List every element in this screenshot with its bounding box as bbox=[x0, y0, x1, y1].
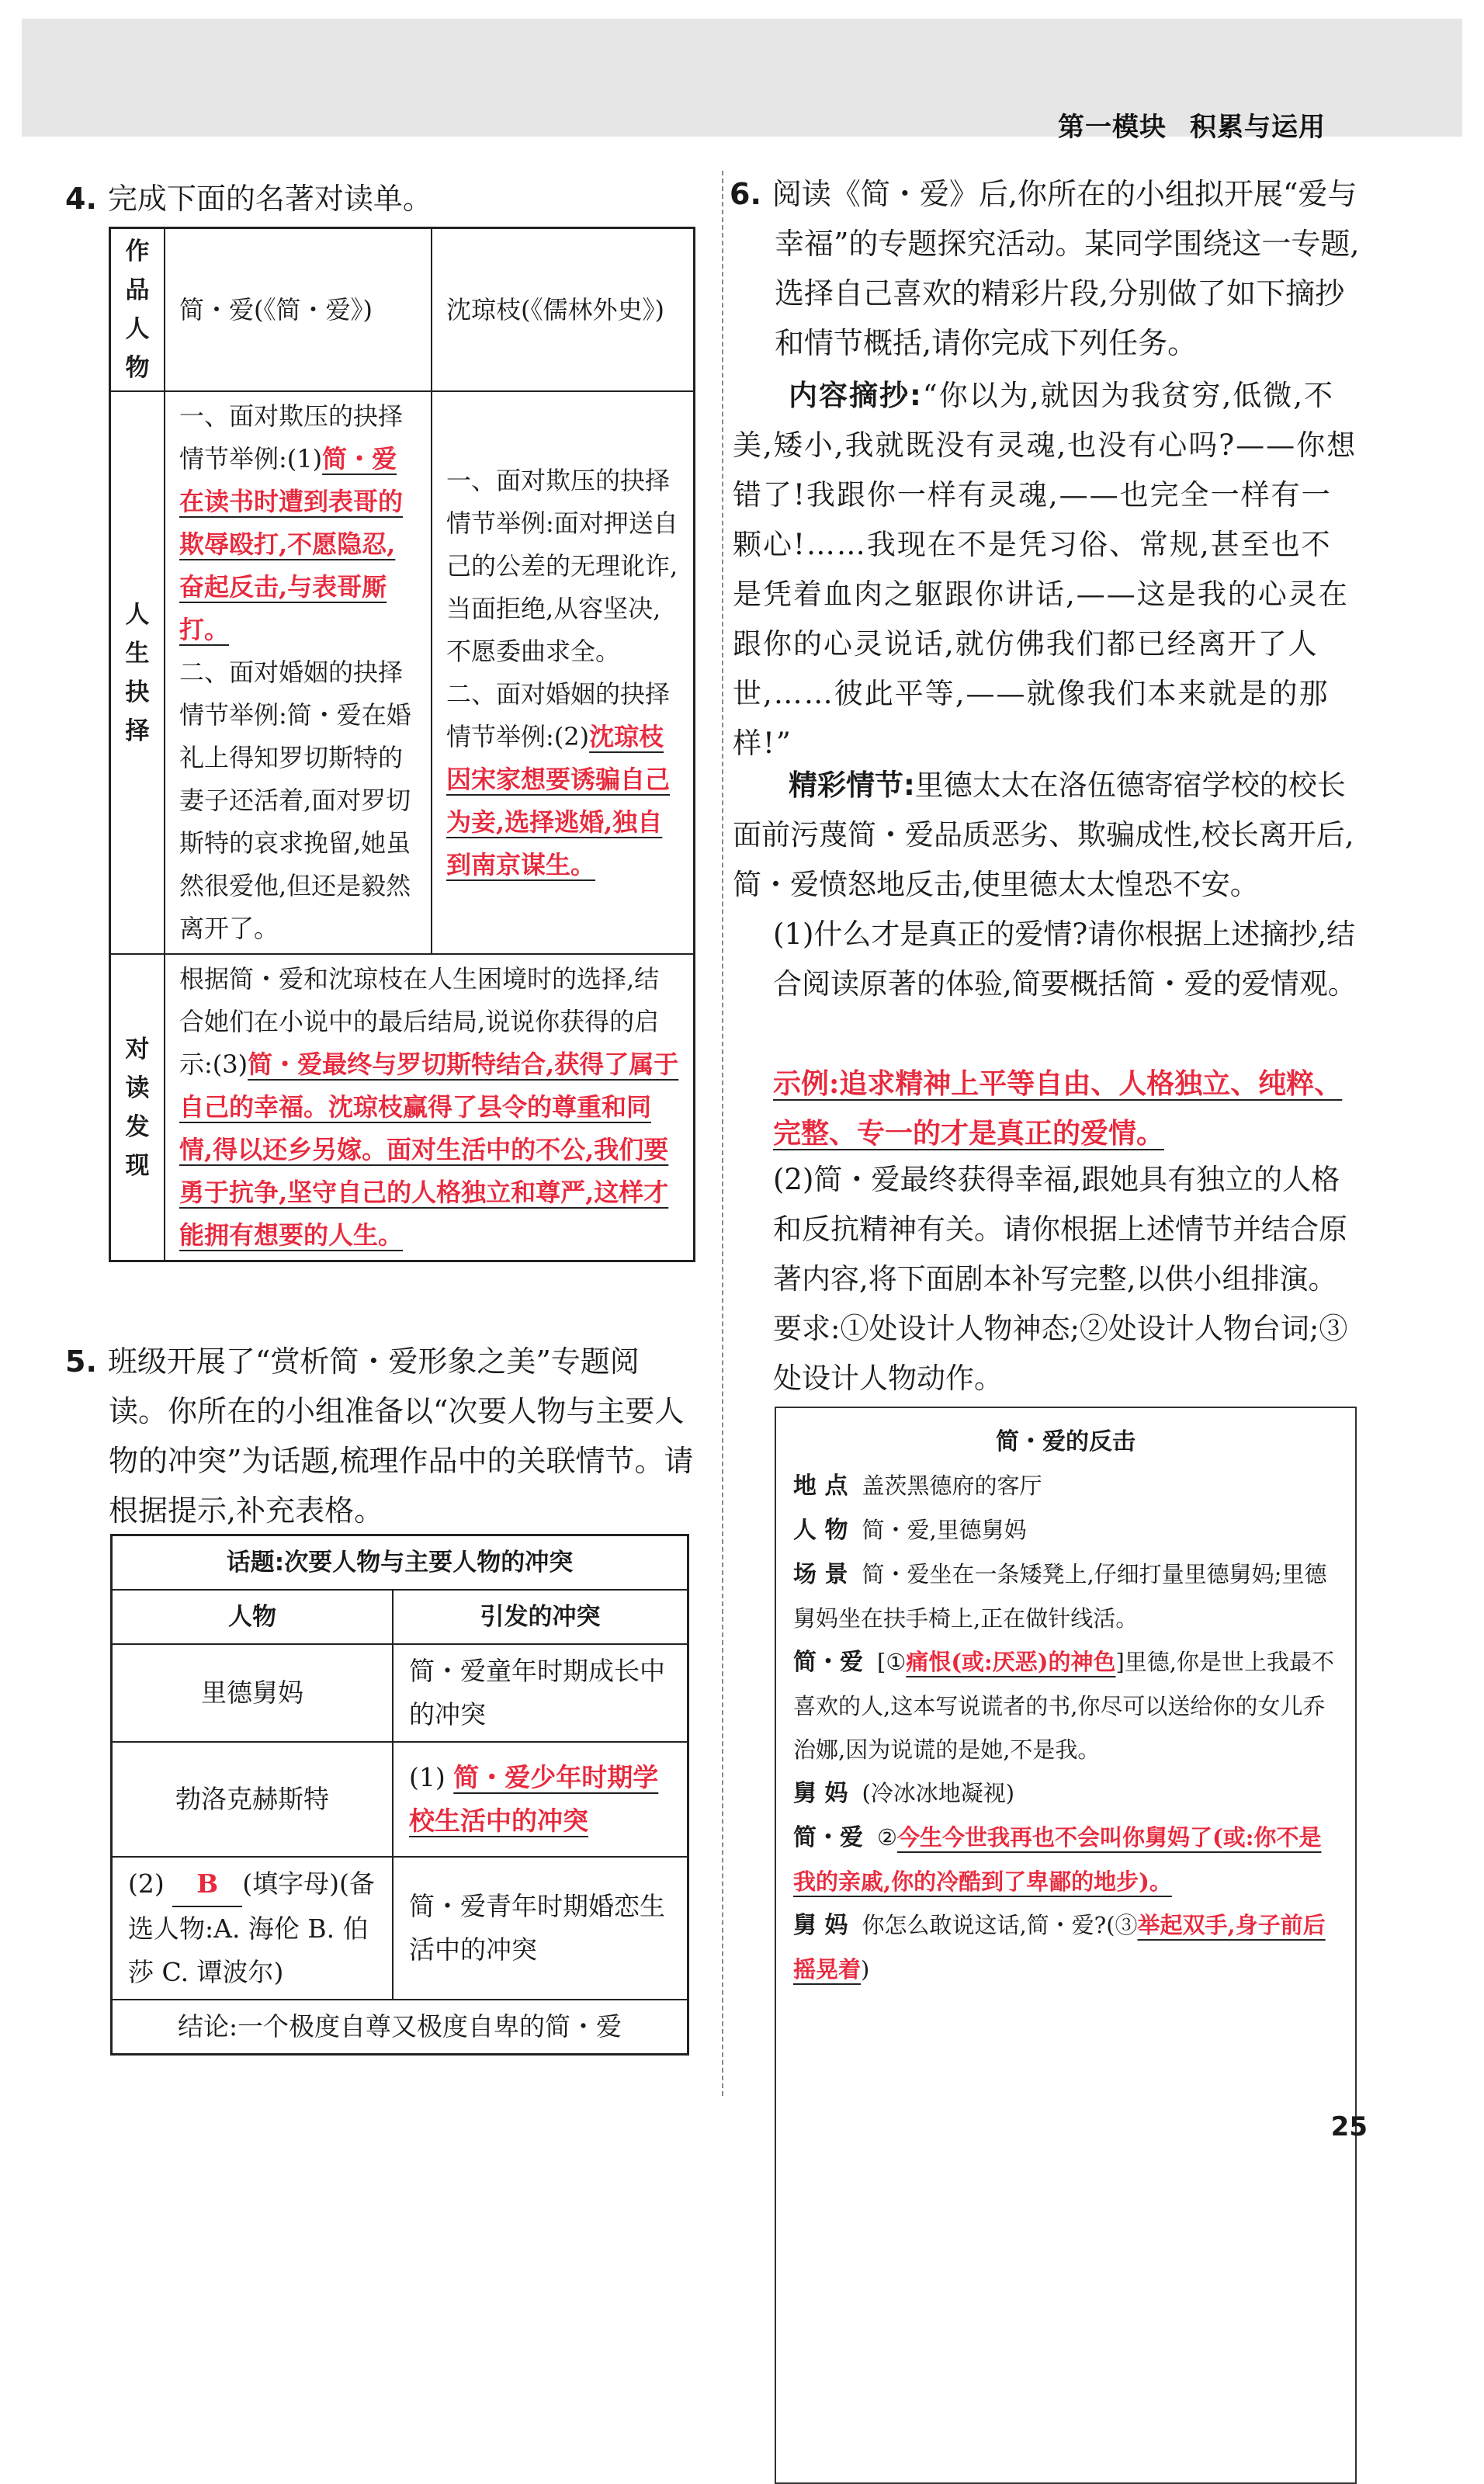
q4-text: 完成下面的名著对读单。 bbox=[107, 182, 432, 216]
q4-findings bbox=[165, 954, 695, 1261]
q6-sub1: (1)什么才是真正的爱情?请你根据上述摘抄,结合阅读原著的体验,简要概括简・爱的爱情观。 bbox=[773, 918, 1357, 1001]
script-scene bbox=[793, 1552, 1338, 1640]
script-place bbox=[793, 1464, 1338, 1508]
script-people bbox=[793, 1508, 1338, 1552]
q4-c2-ex1: 情节举例:面对押送自己的公差的无理讹诈,当面拒绝,从容坚决,不愿委曲求全。 bbox=[446, 508, 678, 666]
q5-topic: 话题:次要人物与主要人物的冲突 bbox=[112, 1535, 688, 1591]
script-aunt-label-2: 舅 妈 bbox=[793, 1912, 848, 1939]
q5-header-conflict: 引发的冲突 bbox=[393, 1590, 688, 1644]
q5-r1-person: 里德舅妈 bbox=[112, 1644, 394, 1742]
q4-table bbox=[109, 227, 695, 1262]
script-people-text: 简・爱,里德舅妈 bbox=[862, 1517, 1027, 1543]
q5-r2-person: 勃洛克赫斯特 bbox=[112, 1742, 394, 1857]
q5-r3-person bbox=[112, 1857, 394, 2000]
q6-excerpt-label: 内容摘抄: bbox=[789, 379, 923, 412]
q6-sub1-answer bbox=[773, 1059, 1346, 1158]
q5-r3-text: (填字母)(备选人物:A. 海伦 B. 伯莎 C. 谭波尔) bbox=[128, 1868, 375, 1987]
header-module: 第一模块 bbox=[1058, 112, 1167, 143]
header-section: 积累与运用 bbox=[1190, 112, 1326, 143]
script-place-text: 盖茨黑德府的客厅 bbox=[862, 1473, 1042, 1499]
q4-title bbox=[65, 174, 702, 224]
header-title bbox=[1035, 106, 1326, 144]
script-aunt1-text: (冷冰冰地凝视) bbox=[862, 1780, 1015, 1806]
q4-c1-s1: 一、面对欺压的抉择 bbox=[179, 401, 404, 431]
q6-sub2: (2)简・爱最终获得幸福,跟她具有独立的人格和反抗精神有关。请你根据上述情节并结合原著内容,将下面剧本补写完整,以供小组排演。要求:①处设计人物神态;②处设计人物台词;③处设计人物动作。 bbox=[773, 1163, 1348, 1395]
script-aunt2-pre: 你怎么敢说这话,简・爱?(③ bbox=[862, 1912, 1138, 1938]
script-jane1-pre: [① bbox=[877, 1649, 907, 1675]
q4-row1-label: 人生抉择 bbox=[110, 391, 165, 954]
q4-findings-text: 根据简・爱和沈琼枝在人生困境时的选择,结合她们在小说中的最后结局,说说你获得的启示:(3) bbox=[179, 964, 660, 1079]
q4-number: 4. bbox=[65, 182, 97, 216]
column-divider bbox=[722, 171, 723, 2096]
q5-r1-conflict: 简・爱童年时期成长中的冲突 bbox=[393, 1644, 688, 1742]
q4-answer-3: 简・爱最终与罗切斯特结合,获得了属于自己的幸福。沈琼枝赢得了县令的尊重和同情,得以还乡另嫁。面对生活中的不公,我们要勇于抗争,坚守自己的人格独立和尊严,这样才能拥有想要的人生。 bbox=[179, 1049, 679, 1250]
q6-plot-text: 里德太太在洛伍德寄宿学校的校长面前污蔑简・爱品质恶劣、欺骗成性,校长离开后,简・爱愤怒地反击,使里德太太惶恐不安。 bbox=[733, 768, 1354, 901]
q5-r2-prefix: (1) bbox=[409, 1762, 446, 1792]
q4-answer-2: 沈琼枝因宋家想要诱骗自己为妾,选择逃婚,独自到南京谋生。 bbox=[446, 721, 671, 879]
q4-answer-1: 简・爱在读书时遭到表哥的欺辱殴打,不愿隐忍,奋起反击,与表哥厮打。 bbox=[179, 444, 404, 644]
q6-number: 6. bbox=[730, 177, 761, 211]
script-aunt-line-2 bbox=[793, 1903, 1338, 1991]
script-people-label: 人 物 bbox=[793, 1517, 848, 1544]
q4-header-works: 作品人物 bbox=[110, 228, 165, 392]
q5-conclusion: 结论:一个极度自尊又极度自卑的简・爱 bbox=[112, 2000, 688, 2055]
script-scene-label: 场 景 bbox=[793, 1561, 848, 1588]
q4-shen-choices bbox=[432, 391, 695, 954]
q6-excerpt-text: “你以为,就因为我贫穷,低微,不美,矮小,我就既没有灵魂,也没有心吗?——你想错了!我跟你一样有灵魂,——也完全一样有一颗心!……我现在不是凭习俗、常规,甚至也不是凭着血肉之躯跟你讲话,——这是我的心灵在跟你的心灵说话,就仿佛我们都已经离开了人世,……彼此平等,——就像我们本来就是的那样!” bbox=[733, 379, 1357, 760]
q5-r3-prefix: (2) bbox=[128, 1868, 165, 1899]
script-jane-label-1: 简・爱 bbox=[793, 1649, 863, 1676]
q6-answer-4: 举起双手,身子前后摇晃着 bbox=[793, 1912, 1326, 1983]
q4-c1-ex1 bbox=[179, 438, 417, 651]
q6-script-box bbox=[775, 1407, 1357, 2484]
script-jane2-pre: ② bbox=[877, 1824, 897, 1851]
q5-text: 班级开展了“赏析简・爱形象之美”专题阅读。你所在的小组准备以“次要人物与主要人物的冲突”为话题,梳理作品中的关联情节。请根据提示,补充表格。 bbox=[107, 1344, 694, 1528]
script-jane-label-2: 简・爱 bbox=[793, 1824, 863, 1851]
q5-r2-conflict bbox=[393, 1742, 688, 1857]
q5-table bbox=[110, 1534, 689, 2056]
q4-c2-ex2-label: 情节举例:(2) bbox=[446, 721, 590, 751]
q4-c2-s1: 一、面对欺压的抉择 bbox=[446, 465, 671, 495]
q4-col1-header: 简・爱(《简・爱》) bbox=[165, 228, 432, 392]
script-jane1-post: ]里德,你是世上我最不喜欢的人,这本写说谎者的书,你尽可以送给你的女儿乔治娜,因为说谎的是她,不是我。 bbox=[793, 1649, 1335, 1763]
page-header bbox=[22, 19, 1462, 143]
script-place-label: 地 点 bbox=[793, 1473, 848, 1500]
script-aunt2-post: ) bbox=[861, 1956, 870, 1983]
q4-c2-s2: 二、面对婚姻的抉择 bbox=[446, 678, 671, 709]
q5-r3-conflict: 简・爱青年时期婚恋生活中的冲突 bbox=[393, 1857, 688, 2000]
q5-header-person: 人物 bbox=[112, 1590, 394, 1644]
script-aunt-label-1: 舅 妈 bbox=[793, 1780, 848, 1807]
script-jane-line-1 bbox=[793, 1640, 1338, 1771]
script-scene-text: 简・爱坐在一条矮凳上,仔细打量里德舅妈;里德舅妈坐在扶手椅上,正在做针线活。 bbox=[793, 1561, 1327, 1632]
q4-col2-header: 沈琼枝(《儒林外史》) bbox=[432, 228, 695, 392]
q6-title bbox=[730, 169, 1360, 368]
q6-answer-2: 痛恨(或:厌恶)的神色 bbox=[906, 1649, 1116, 1675]
q4-jane-choices bbox=[165, 391, 432, 954]
script-aunt-line-1 bbox=[793, 1771, 1338, 1816]
q6-plot-label: 精彩情节: bbox=[789, 768, 915, 802]
q6-plot bbox=[733, 761, 1360, 910]
q6-answer-1: 示例:追求精神上平等自由、人格独立、纯粹、完整、专一的才是真正的爱情。 bbox=[773, 1067, 1343, 1150]
q4-row2-label: 对读发现 bbox=[110, 954, 165, 1261]
q4-c2-ex2 bbox=[446, 716, 679, 886]
q4-c1-s2: 二、面对婚姻的抉择 bbox=[179, 657, 404, 687]
q5-answer-1: 简・爱少年时期学校生活中的冲突 bbox=[409, 1762, 659, 1836]
q6-text: 阅读《简・爱》后,你所在的小组拟开展“爱与幸福”的专题探究活动。某同学围绕这一专题,选择自己喜欢的精彩片段,分别做了如下摘抄和情节概括,请你完成下列任务。 bbox=[771, 177, 1360, 360]
q4-c1-ex1-label: 情节举例:(1) bbox=[179, 444, 323, 474]
script-jane-line-2 bbox=[793, 1816, 1338, 1903]
script-title: 简・爱的反击 bbox=[996, 1428, 1136, 1455]
q6-answer-3: 今生今世我再也不会叫你舅妈了(或:你不是我的亲戚,你的冷酷到了卑鄙的地步)。 bbox=[793, 1824, 1322, 1895]
page-number: 25 bbox=[1330, 2111, 1368, 2142]
q5-number: 5. bbox=[65, 1344, 97, 1379]
q4-c1-ex2: 情节举例:简・爱在婚礼上得知罗切斯特的妻子还活着,面对罗切斯特的哀求挽留,她虽然很爱他,但还是毅然离开了。 bbox=[179, 700, 411, 943]
q5-title bbox=[65, 1337, 695, 1535]
q5-answer-2: B bbox=[172, 1862, 242, 1907]
q6-excerpt bbox=[733, 371, 1360, 768]
